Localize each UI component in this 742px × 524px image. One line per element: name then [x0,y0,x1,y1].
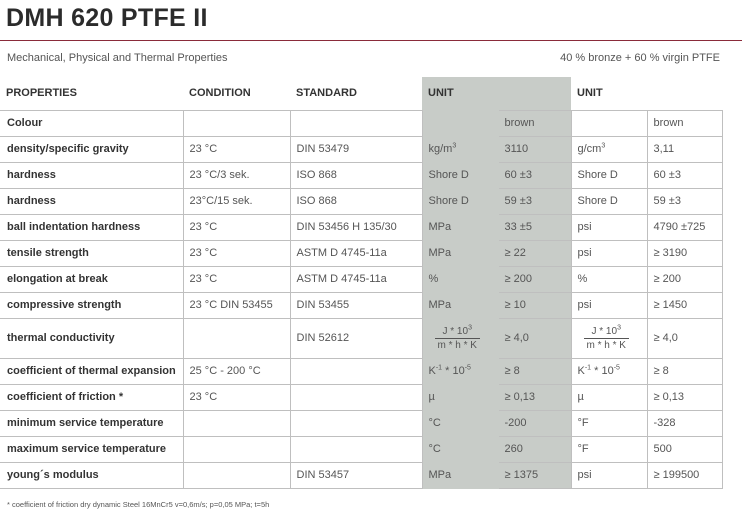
value-metric-cell: ≥ 200 [498,266,571,292]
unit-imperial-cell: psi [571,240,647,266]
value-imperial-cell: 3,11 [647,136,722,162]
material-composition: 40 % bronze + 60 % virgin PTFE [560,52,720,64]
unit-text: K [577,365,585,377]
property-name: minimum service temperature [0,410,183,436]
value-metric-cell: ≥ 8 [498,358,571,384]
standard-cell [290,384,422,410]
value-metric-cell: 59 ±3 [498,188,571,214]
fraction-numerator [584,325,629,339]
unit-exponent: -1 [435,364,443,372]
table-row [0,318,722,358]
unit-fraction [435,325,480,352]
table-row [0,292,722,318]
value-metric-cell: ≥ 0,13 [498,384,571,410]
condition-cell [183,318,290,358]
property-name: hardness [0,162,183,188]
unit-text: K [428,365,436,377]
unit-metric-cell: Shore D [422,162,498,188]
unit-fraction [584,325,629,352]
unit-text: kg/m [428,143,453,155]
value-imperial-cell: ≥ 1450 [647,292,722,318]
table-row [0,358,722,384]
value-imperial-cell: -328 [647,410,722,436]
value-imperial-cell: 4790 ±725 [647,214,722,240]
standard-cell [290,110,422,136]
condition-cell: 23 °C [183,214,290,240]
standard-cell: DIN 53455 [290,292,422,318]
header-condition: CONDITION [183,77,290,110]
standard-cell [290,358,422,384]
value-imperial-cell: ≥ 199500 [647,462,722,488]
unit-imperial-cell: Shore D [571,162,647,188]
unit-imperial-cell [571,136,647,162]
property-name: elongation at break [0,266,183,292]
unit-imperial-cell: psi [571,292,647,318]
unit-text: g/cm [577,143,602,155]
unit-exponent: -5 [613,364,620,372]
property-name: density/specific gravity [0,136,183,162]
table-row [0,136,722,162]
unit-exponent: 3 [617,324,621,332]
condition-cell: 23 °C/3 sek. [183,162,290,188]
value-imperial-cell: brown [647,110,722,136]
standard-cell [290,410,422,436]
fraction-denominator: m * h * K [437,339,477,351]
unit-imperial-cell: % [571,266,647,292]
value-imperial-cell: 60 ±3 [647,162,722,188]
header-properties: PROPERTIES [0,77,183,110]
unit-exponent: 3 [452,142,457,150]
unit-metric-cell: µ [422,384,498,410]
table-row [0,240,722,266]
unit-imperial-cell: °F [571,410,647,436]
condition-cell [183,436,290,462]
property-name: thermal conductivity [0,318,183,358]
properties-table [0,77,723,489]
unit-metric-cell [422,136,498,162]
value-metric-cell: -200 [498,410,571,436]
header-value-metric [498,77,571,110]
condition-cell: 23 °C DIN 53455 [183,292,290,318]
unit-metric-cell: MPa [422,292,498,318]
unit-metric-cell: °C [422,410,498,436]
value-imperial-cell: ≥ 0,13 [647,384,722,410]
unit-metric-cell [422,358,498,384]
property-name: Colour [0,110,183,136]
value-imperial-cell: ≥ 4,0 [647,318,722,358]
condition-cell: 23 °C [183,136,290,162]
condition-cell: 23°C/15 sek. [183,188,290,214]
table-row [0,436,722,462]
header-unit-imperial: UNIT [571,77,647,110]
value-imperial-cell: ≥ 3190 [647,240,722,266]
property-name: coefficient of friction * [0,384,183,410]
standard-cell: ISO 868 [290,188,422,214]
unit-imperial-cell: µ [571,384,647,410]
value-metric-cell: 260 [498,436,571,462]
fraction-denominator: m * h * K [586,339,626,351]
footnote: * coefficient of friction dry dynamic Steel 16MnCr5 v=0,6m/s; p=0,05 MPa; t=5h [7,500,270,509]
fraction-numerator [435,325,480,339]
unit-imperial-cell: °F [571,436,647,462]
table-row [0,384,722,410]
table-row [0,266,722,292]
unit-exponent: -1 [584,364,592,372]
unit-imperial-cell: psi [571,214,647,240]
unit-metric-cell: % [422,266,498,292]
standard-cell [290,436,422,462]
table-row [0,462,722,488]
condition-cell: 23 °C [183,240,290,266]
unit-metric-cell: MPa [422,240,498,266]
header-standard: STANDARD [290,77,422,110]
value-imperial-cell: 500 [647,436,722,462]
value-imperial-cell: ≥ 8 [647,358,722,384]
property-name: coefficient of thermal expansion [0,358,183,384]
unit-imperial-cell [571,110,647,136]
standard-cell: ISO 868 [290,162,422,188]
page-title: DMH 620 PTFE II [6,4,208,32]
unit-metric-cell: °C [422,436,498,462]
value-metric-cell: ≥ 4,0 [498,318,571,358]
value-imperial-cell: ≥ 200 [647,266,722,292]
condition-cell: 25 °C - 200 °C [183,358,290,384]
value-metric-cell: ≥ 22 [498,240,571,266]
header-value-imperial [647,77,722,110]
unit-text: * 10 [442,365,465,377]
property-name: tensile strength [0,240,183,266]
value-imperial-cell: 59 ±3 [647,188,722,214]
unit-text: J * 10 [442,325,469,337]
unit-exponent: 3 [468,324,472,332]
condition-cell [183,462,290,488]
property-name: compressive strength [0,292,183,318]
header-unit-metric: UNIT [422,77,498,110]
unit-exponent: -5 [464,364,471,372]
unit-text: * 10 [591,365,614,377]
standard-cell: DIN 52612 [290,318,422,358]
unit-text: J * 10 [591,325,618,337]
table-header-row [0,77,722,110]
standard-cell: ASTM D 4745-11a [290,240,422,266]
unit-metric-cell: Shore D [422,188,498,214]
table-row [0,188,722,214]
table-row [0,410,722,436]
condition-cell [183,110,290,136]
standard-cell: DIN 53479 [290,136,422,162]
property-name: young´s modulus [0,462,183,488]
value-metric-cell: 33 ±5 [498,214,571,240]
standard-cell: ASTM D 4745-11a [290,266,422,292]
value-metric-cell: ≥ 10 [498,292,571,318]
condition-cell [183,410,290,436]
unit-imperial-cell [571,358,647,384]
value-metric-cell: 60 ±3 [498,162,571,188]
title-divider [0,40,742,41]
unit-metric-cell [422,318,498,358]
table-row [0,214,722,240]
unit-imperial-cell: Shore D [571,188,647,214]
condition-cell: 23 °C [183,266,290,292]
table-row [0,162,722,188]
unit-imperial-cell: psi [571,462,647,488]
unit-metric-cell [422,110,498,136]
standard-cell: DIN 53456 H 135/30 [290,214,422,240]
unit-imperial-cell [571,318,647,358]
property-name: maximum service temperature [0,436,183,462]
unit-exponent: 3 [601,142,606,150]
value-metric-cell: ≥ 1375 [498,462,571,488]
section-subtitle: Mechanical, Physical and Thermal Properties [7,52,228,64]
property-name: ball indentation hardness [0,214,183,240]
table-row [0,110,722,136]
property-name: hardness [0,188,183,214]
value-metric-cell: 3110 [498,136,571,162]
standard-cell: DIN 53457 [290,462,422,488]
value-metric-cell: brown [498,110,571,136]
unit-metric-cell: MPa [422,462,498,488]
condition-cell: 23 °C [183,384,290,410]
unit-metric-cell: MPa [422,214,498,240]
